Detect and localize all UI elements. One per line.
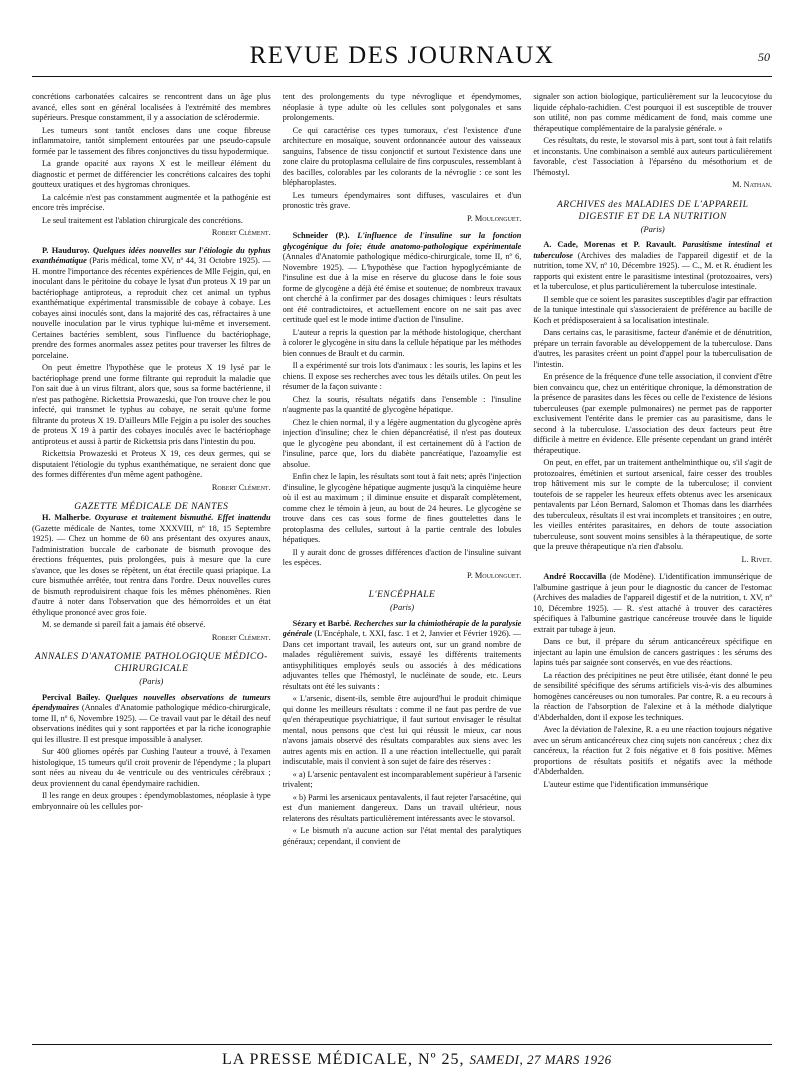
paragraph: Ces résultats, du reste, le stovarsol mis à part, sont tout à fait relatifs et inconstants. Une combinaison a semblé aux auteurs particulièrement favorable, c'est l'association à l'éparséno du mésothorium et de l'hémostyl. <box>533 136 772 177</box>
paragraph: Enfin chez le lapin, les résultats sont tout à fait nets; après l'injection d'insuline, le glycogène hépatique augmente jusqu'à la cinquième heure où il est au maximum ; il diminue ensuite et disparaît complètement, comme chez le témoin à jeun, au bout de 24 heures. Le glycogène se trouve dans ces cas sous forme de fines gouttelettes dans le protoplasma des cellules, surtout à la partie centrale des lobules hépatiques. <box>282 472 522 544</box>
text-columns <box>32 92 772 1038</box>
article-title: L'influence de l'insuline sur la fonction glycogénique du foie; étude anatomo-pathologique expérimentale <box>282 231 522 251</box>
paragraph: La grande opacité aux rayons X est le meilleur élément du diagnostic et permet de différencier les concrétions calcaires des tophi goutteux uratiques et des hygromas chroniques. <box>32 159 271 189</box>
article-body: (L'Encéphale, t. XXI, fasc. 1 et 2, Janvier et Février 1926). — Dans cet important travail, les auteurs ont, sur un grand nombre de malades régulièrement suivis, essayé les différents traitements antisyphilitiques employés seuls ou associés à des médications adjuvantes telles que l'hémostyl, le nucléinate de soude, etc. Leurs résultats ont été les suivants : <box>282 629 522 691</box>
column-left <box>32 92 271 1038</box>
article-author: Schneider (P.). <box>292 231 350 240</box>
page-header <box>32 30 772 77</box>
paragraph: On peut émettre l'hypothèse que le proteus X 19 lysé par le bactériophage prend une forme filtrante qui reproduit la maladie que l'on sait due à un virus filtrant, alors que, sous sa forme bactérienne, il n'est pas pathogène. Rickettsia Prowazeski, que l'on trouve chez le pou infecté, qui transmet le typhus au cobaye, ne serait qu'une forme filtrante du proteus X 19. D'ailleurs Mlle Fejgin a pu isoler des souches de proteus X 19 à partir des cobayes inoculés avec le bactériophage antiproteus et aussi à partir de Rickettsia pris dans l'intestin du pou. <box>32 363 271 446</box>
paragraph: Le seul traitement est l'ablation chirurgicale des concrétions. <box>42 215 243 225</box>
footer-date: SAMEDI, 27 MARS 1926 <box>469 1052 612 1067</box>
article-body: (Annales d'Anatomie pathologique médico-chirurgicale, tome II, nº 6, Novembre 1925). — Ce travail vaut par le détail des neuf observations inédites qui y sont rapportées et par la riche iconographie qui les illustre. Il est presque impossible à analyser. <box>32 703 271 744</box>
paragraph: « b) Parmi les arsenicaux pentavalents, il faut rejeter l'arsacétine, qui est d'un maniement dangereux. Dans un travail ultérieur, nous relaterons des résultats particulièrement intéressants avec le stovarsol. <box>282 792 522 823</box>
paragraph: Les tumeurs sont tantôt encloses dans une coque fibreuse inflammatoire, tantôt simplement entourées par une pseudo-capsule formée par le tassement des fibres conjonctives du tissu hypodermique. <box>32 125 271 156</box>
paragraph: Avec la déviation de l'alexine, R. a eu une réaction toujours négative avec un sérum anticancéreux chez cinq sujets non cancéreux ; chez dix cancéreux, la réaction fut 2 fois négative et 8 fois positive. Mêmes proportions de résultats positifs et négatifs avec la méthode d'Abderhalden. <box>533 725 772 776</box>
reviewer-signature: M. Nathan. <box>732 180 772 189</box>
column-right <box>533 92 772 1038</box>
article-entry <box>533 572 772 635</box>
reviewer-signature: L. Rivet. <box>741 554 772 564</box>
journal-section-title: ARCHIVES des MALADIES DE L'APPAREIL DIGESTIF ET DE LA NUTRITION <box>556 199 749 222</box>
article-entry <box>32 513 271 618</box>
article-title: Recherches sur la chimiothérapie de la paralysie générale <box>282 618 522 638</box>
footer-text <box>222 1051 612 1069</box>
paragraph: concrétions carbonatées calcaires se rencontrent dans un âge plus avancé, elles sont en général localisées à l'extrémité des membres supérieurs. Presque constamment, il y a association de sclérodermie. <box>32 92 271 122</box>
journal-section-title: ANNALES D'ANATOMIE PATHOLOGIQUE MÉDICO-CHIRURGICALE <box>34 652 268 674</box>
paragraph: Sur 400 gliomes opérés par Cushing l'auteur a trouvé, à l'examen histologique, 15 tumeurs qu'il croit provenir de l'épendyme ; la plupart sont nées au niveau du 4e ventricule ou des ventricules cérébraux ; deux proviennent du canal épendymaire rachidien. <box>32 747 271 788</box>
reviewer-signature: P. Moulonguet. <box>467 213 522 223</box>
paragraph: Ce qui caractérise ces types tumoraux, c'est l'existence d'une architecture en mosaïque, souvent ordonnancée autour des vaisseaux sanguins, l'absence de tissu conjonctif et surtout l'existence dans une zone claire du protoplasma cellulaire de fins corpuscules, ressemblant à des bacilles, colorables par les colorants de la névroglie : ce sont les blépharoplastes. <box>282 125 522 187</box>
paragraph: « Le bismuth n'a aucune action sur l'état mental des paralytiques généraux; cependant, il convient de <box>282 826 522 846</box>
article-entry <box>32 246 271 362</box>
article-author: Sézary et Barbé. <box>292 618 352 628</box>
journal-section-city: (Paris) <box>139 676 164 686</box>
paragraph: « a) L'arsenic pentavalent est incomparablement supérieur à l'arsenic trivalent; <box>282 769 522 789</box>
article-body: (Gazette médicale de Nantes, tome XXXVIII, nº 18, 15 Septembre 1925). — Chez un homme de 60 ans présentant des oxyures anaux, l'administration buccale de carbonate de bismuth provoque des érections fréquentes, puis prolongées, puis à mesure que la cure s'avance, que les doses se répètent, un état érectile quasi priapique. La cure bismuthée arrêtée, tout rentra dans l'ordre. Deux nouvelles cures de bismuth reproduisirent chaque fois les mêmes phénomènes. Rien d'autre à noter dans l'observation que des hémorroïdes et un état éthylique prononcé avec gros foie. <box>32 523 271 617</box>
paragraph: Dans certains cas, le parasitisme, facteur d'anémie et de dénutrition, prépare un terrain favorable au développement de la tuberculose. Dans d'autres, les parasites créent un point d'appel pour la tuberculisation de l'intestin. <box>533 328 772 369</box>
article-author: André Roccavilla <box>543 572 607 581</box>
journal-section-city: (Paris) <box>389 602 415 612</box>
paragraph: On peut, en effet, par un traitement anthelminthique ou, s'il s'agit de protozoaires, émétinien et surtout arsenical, faire cesser des troubles trop hâtivement mis sur le compte de la tuberculose; il convient toutefois de se rappeler les heureux effets obtenus avec les arsenicaux pentavalents par Léon Bernard, Salomon et Thomas dans les diarrhées des tuberculeux, résultats il est vrai incomplets et transitoires ; en outre, les vieilles entérites parasitaires, en dehors de toute association tuberculeuse, sont souvent moins sensibles à la thérapeutique, de sorte que la preuve thérapeutique n'a rien d'absolu. <box>533 458 772 551</box>
reviewer-signature: P. Moulonguet. <box>467 570 522 580</box>
paragraph: Rickettsia Prowazeski et Proteus X 19, ces deux germes, qui se disputaient l'étiologie du typhus exanthématique, ne seraient donc que des formes différentes d'un même agent pathogène. <box>32 449 271 479</box>
article-author: Percival Bailey. <box>42 692 101 702</box>
paragraph: La réaction des précipitines ne peut être utilisée, étant donné le peu de sensibilité spécifique des sérums artificiels vis-à-vis des albumines homogènes cancéreuses ou non tumorales. Par contre, R. a eu recours à la réaction de l'absorption de l'alexine et à la méthode dialytique d'Abderhalden, dont il expose les techniques. <box>533 670 772 722</box>
paragraph: L'auteur a repris la question par la méthode histologique, cherchant à colorer le glycogène in situ dans la cellule hépatique par les méthodes bien connues de Brault et du carmin. <box>282 327 522 358</box>
paragraph: Il semble que ce soient les parasites susceptibles d'agir par effraction de la tunique intestinale qui s'associeraient de préférence au bacille de Koch et prédisposeraient à sa localisation intestinale. <box>533 294 772 325</box>
running-title: REVUE DES JOURNAUX <box>249 42 555 69</box>
paragraph: Chez la souris, résultats négatifs dans l'ensemble : l'insuline n'augmente pas la quantité de glycogène hépatique. <box>282 394 522 414</box>
page-footer <box>32 1044 772 1071</box>
paragraph: Chez le chien normal, il y a légère augmentation du glycogène après injection d'insuline; chez le chien dépancréatisé, il n'est pas douteux que le glycogène peu abondant, il est certainement dû à l'action de l'insuline, parce que, lors du diabète pancréatique, l'azoamylie est absolue. <box>282 417 522 469</box>
article-entry <box>32 693 271 746</box>
article-entry <box>533 240 772 293</box>
page-number: 50 <box>758 50 770 64</box>
paragraph: Les tumeurs épendymaires sont diffuses, vasculaires et d'un pronostic très grave. <box>282 190 522 210</box>
article-body: (Archives des maladies de l'appareil digestif et de la nutrition, tome XV, nº 10, Décembre 1925). — C., M. et R. étudient les rapports qui existent entre le parasitisme intestinal (protozoaires, vers) et la tuberculose, et plus particulièrement la tuberculose intestinale. <box>533 250 772 291</box>
article-author: H. Malherbe. <box>42 513 91 522</box>
footer-journal: LA PRESSE MÉDICALE, Nº 25, <box>222 1051 465 1068</box>
journal-section-title: L'ENCÉPHALE <box>368 590 436 600</box>
article-entry <box>283 619 522 693</box>
paragraph: signaler son action biologique, particulièrement sur la leucocytose du liquide céphalo-rachidien. C'est pourquoi il est susceptible de trouver son utilité, non pas comme médicament de fond, mais comme une thérapeutique complémentaire de la paralysie générale. » <box>533 92 772 133</box>
paragraph: « L'arsenic, disent-ils, semble être aujourd'hui le produit chimique qui donne les meilleurs résultats : comme il ne faut pas perdre de vue qu'en thérapeutique psychiatrique, il faut surtout envisager le résultat mental, nous pensons que c'est lui qui réussit le mieux, car nous n'avons jamais observé des résultats comparables aux siens avec les autres agents mis en action. Il a une réaction intellectuelle, qui paraît indiscutable, mais il convient à son sujet de faire des réserves : <box>282 694 522 766</box>
reviewer-signature: Robert Clément. <box>211 482 271 492</box>
paragraph: M. se demande si pareil fait a jamais été observé. <box>42 620 206 629</box>
paragraph: Dans ce but, il prépare du sérum anticancéreux spécifique en injectant au lapin une émulsion de cancers gastriques : les sérums des lapins tués par saignée sont conservés, en vue des réactions. <box>533 637 772 667</box>
paragraph: Il a expérimenté sur trois lots d'animaux : les souris, les lapins et les chiens. Il expose ses recherches avec tous les détails utiles. On peut les résumer de la façon suivante : <box>282 361 522 391</box>
paragraph: L'auteur estime que l'identification immunsérique <box>543 779 709 789</box>
paragraph: La calcémie n'est pas constamment augmentée et la pathogénie est encore très imprécise. <box>32 192 271 212</box>
article-author: P. Hauduroy. <box>42 245 90 255</box>
paragraph: Il y aurait donc de grosses différences d'action de l'insuline suivant les espèces. <box>282 547 522 567</box>
paragraph: En présence de la fréquence d'une telle association, il convient d'être bien convaincu que, chez un entéritique chronique, la démonstration de la présence de parasites dans les fèces ou celle de l'existence de lésions tuberculeuses (par exemple pulmonaires) ne permet pas de rapporter exclusivement l'entérite dans le premier cas au parasitisme, dans le second à la tuberculose. L'association des deux facteurs peut être difficile à mettre en évidence. Elle présente cependant un grand intérêt thérapeutique. <box>533 372 772 455</box>
reviewer-signature: Robert Clément. <box>211 228 271 237</box>
article-title: Quelques nouvelles observations de tumeurs épendymaires <box>32 692 271 712</box>
paragraph: Il les range en deux groupes : épendymoblastomes, néoplasie à type embryonnaire où les cellules por- <box>32 791 271 811</box>
journal-section-city: (Paris) <box>640 223 665 234</box>
paragraph: tent des prolongements du type névroglique et épendymomes, néoplasie à type adulte où les cellules sont polygonales et sans prolongements. <box>282 92 522 122</box>
article-title: Oxyurase et traitement bismuthé. Effet inattendu <box>94 513 271 522</box>
article-entry <box>283 231 522 326</box>
article-body: (de Modène). L'identification immunsérique de l'albumine gastrique à jeun pour le diagnostic du cancer de l'estomac (Archives des maladies de l'appareil digestif et de la nutrition, t. XV, nº 10, Décembre 1925). — R. s'est attaché à trouver des caractères spécifiques à l'albumine gastrique cancéreuse trouvée dans le liquide extrait par tubage à jeun. <box>533 572 772 634</box>
journal-section-title: GAZETTE MÉDICALE DE NANTES <box>74 502 229 512</box>
reviewer-signature: Robert Clément. <box>211 632 271 642</box>
article-title: Quelques idées nouvelles sur l'étiologie du typhus exanthématique <box>32 245 271 265</box>
article-body: (Annales d'Anatomie pathologique médico-chirurgicale, tome II, nº 6, Novembre 1925). — L'hypothèse que l'action hypoglycémiante de l'insuline est due à la mise en réserve du glucose dans le foie sous forme de glycogène a déjà été émise et soutenue; de nombreux travaux ont cherché à la confirmer par des dosages chimiques : leurs résultats ont été contradictoires, et actuellement encore on ne sait pas avec certitude quel est le mode intime d'action de l'insuline. <box>282 252 522 324</box>
article-title: Parasitisme intestinal et tuberculose <box>533 240 772 260</box>
article-author: A. Cade, Morenas et P. Ravault. <box>543 240 677 249</box>
column-middle <box>283 92 522 1038</box>
article-body: (Paris médical, tome XV, nº 44, 31 Octobre 1925). — H. montre l'importance des récentes expériences de Mlle Fejgin, qui, en inoculant dans le péritoine du cobaye le lysat d'un proteus X 19 par un bactériophage antiproteus, a reproduit chez cet animal un typhus exanthématique expérimental transmissible de cobaye à cobaye. Les cobayes ainsi inoculés sont, dans la majorité des cas, réfractaires à une nouvelle inoculation par le virus typhique lui-même et inversement. Certaines bactéries semblent, sous l'influence du bactériophage, prendre des formes anormales assez petites pour traverser les filtres de porcelaine. <box>32 256 271 360</box>
